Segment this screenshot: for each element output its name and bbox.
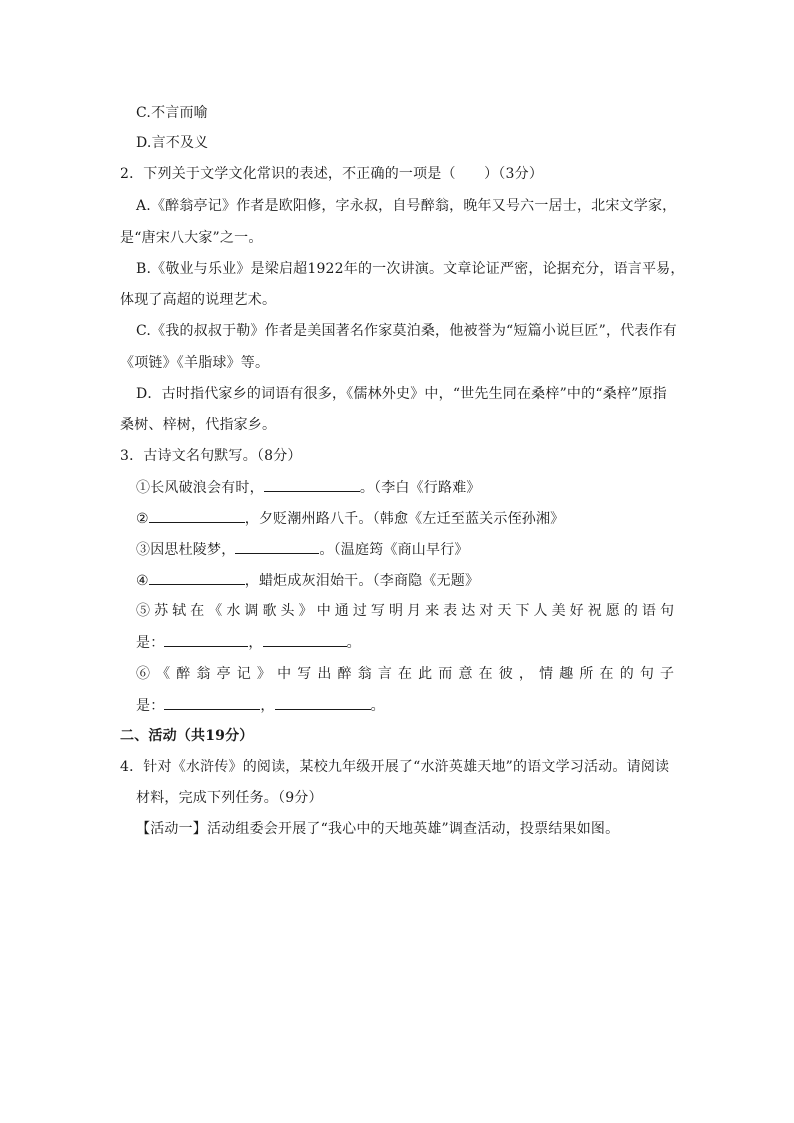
q2-option-c-line1: C.《我的叔叔于勒》作者是美国著名作家莫泊桑，他被誉为“短篇小说巨匠”，代表作有 [136, 323, 677, 339]
answer-blank[interactable] [164, 632, 248, 647]
question-4-line1: 4．针对《水浒传》的阅读，某校九年级开展了“水浒英雄天地”的语文学习活动。请阅读 [120, 759, 670, 775]
answer-blank[interactable] [164, 695, 260, 710]
option-d: D.言不及义 [136, 135, 209, 151]
q2-option-a-line2: 是“唐宋八大家”之一。 [120, 230, 263, 246]
answer-blank[interactable] [263, 632, 347, 647]
q3-item-3: ③因思杜陵梦， 。（温庭筠《商山早行》 [136, 539, 469, 560]
answer-blank[interactable] [275, 695, 371, 710]
q2-option-b-line1: B.《敬业与乐业》是梁启超1922年的一次讲演。文章论证严密，论据充分，语言平易， [136, 261, 685, 277]
q2-option-c-line2: 《项链》《羊脂球》等。 [120, 355, 270, 371]
question-4-line2: 材料，完成下列任务。（9分） [136, 790, 323, 806]
answer-blank[interactable] [235, 539, 319, 554]
q3-item-6-line2: 是： ， 。 [136, 695, 385, 716]
q3-item-2: ② ，夕贬潮州路八千。（韩愈《左迁至蓝关示侄孙湘》 [136, 508, 564, 529]
q2-option-d-line1: D．古时指代家乡的词语有很多，《儒林外史》中，“世先生同在桑梓”中的“桑梓”原指 [136, 386, 667, 402]
answer-blank[interactable] [149, 508, 245, 523]
q3-item-5-line2: 是： ， 。 [136, 632, 361, 653]
q3-item-4: ④ ，蜡炬成灰泪始干。（李商隐《无题》 [136, 570, 479, 591]
answer-blank[interactable] [264, 477, 360, 492]
q2-option-d-line2: 桑树、梓树，代指家乡。 [120, 417, 277, 433]
q2-option-b-line2: 体现了高超的说理艺术。 [120, 292, 277, 308]
answer-blank[interactable] [149, 570, 245, 585]
activity-1-text: 【活动一】活动组委会开展了“我心中的天地英雄”调查活动，投票结果如图。 [136, 821, 620, 837]
q3-item-1: ①长风破浪会有时， 。（李白《行路难》 [136, 477, 481, 498]
q3-item-6-line1: ⑥《醉翁亭记》中写出醉翁言在此而意在彼，情趣所在的句子 [136, 666, 674, 682]
q2-option-a-line1: A.《醉翁亭记》作者是欧阳修，字永叔，自号醉翁，晚年又号六一居士，北宋文学家， [136, 198, 677, 214]
question-2-stem: 2．下列关于文学文化常识的表述，不正确的一项是（ ）（3分） [120, 166, 544, 182]
question-3-stem: 3．古诗文名句默写。（8分） [120, 448, 302, 464]
q3-item-5-line1: ⑤苏轼在《水调歌头》中通过写明月来表达对天下人美好祝愿的语句 [136, 603, 674, 619]
option-c: C.不言而喻 [136, 105, 208, 121]
section-2-heading: 二、活动（共19分） [120, 728, 254, 744]
